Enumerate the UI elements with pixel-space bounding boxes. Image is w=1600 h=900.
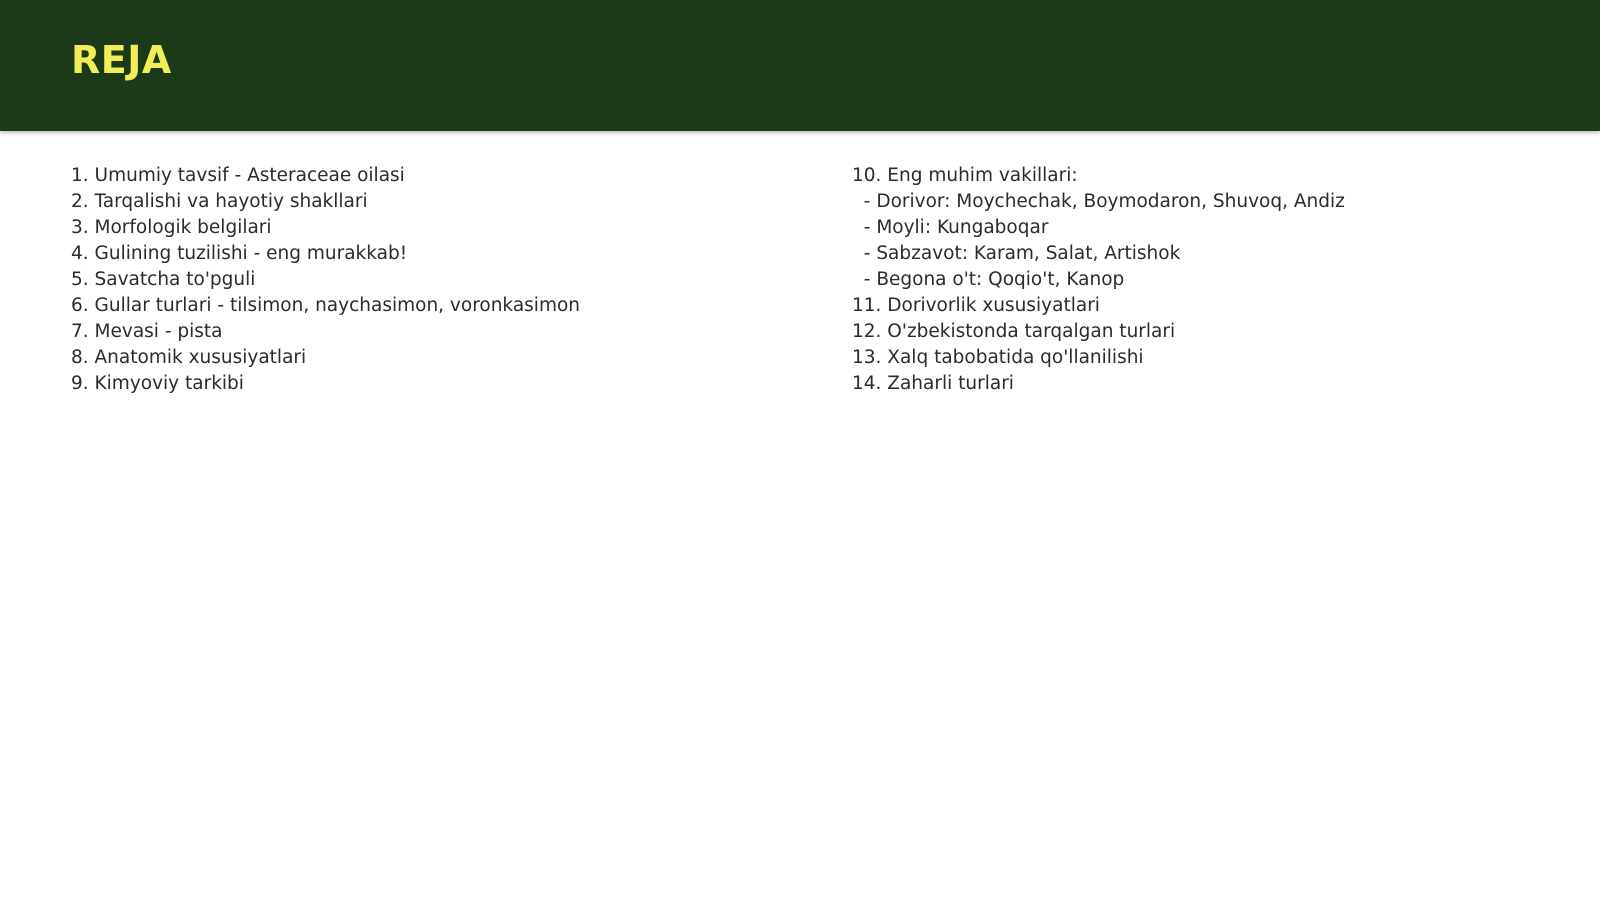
plan-subitem: - Moyli: Kungaboqar: [852, 217, 1049, 238]
plan-subitem: - Begona o't: Qoqio't, Kanop: [852, 269, 1125, 290]
slide-title: REJA: [71, 38, 172, 82]
plan-item: 7. Mevasi - pista: [71, 321, 223, 342]
plan-list-left: [71, 163, 771, 397]
plan-list-right: [852, 163, 1552, 397]
plan-subitem: - Dorivor: Moychechak, Boymodaron, Shuvoq, Andiz: [852, 191, 1345, 212]
plan-item: 4. Gulining tuzilishi - eng murakkab!: [71, 243, 408, 264]
plan-item: 13. Xalq tabobatida qo'llanilishi: [852, 347, 1144, 368]
header-bar: [0, 0, 1600, 131]
plan-item: 2. Tarqalishi va hayotiy shakllari: [71, 191, 368, 212]
plan-item: 14. Zaharli turlari: [852, 373, 1014, 394]
plan-item: 1. Umumiy tavsif - Asteraceae oilasi: [71, 165, 405, 186]
plan-item: 3. Morfologik belgilari: [71, 217, 272, 238]
plan-item: 6. Gullar turlari - tilsimon, naychasimon, voronkasimon: [71, 295, 581, 316]
plan-item: 11. Dorivorlik xususiyatlari: [852, 295, 1100, 316]
plan-item: 9. Kimyoviy tarkibi: [71, 373, 244, 394]
plan-item: 5. Savatcha to'pguli: [71, 269, 256, 290]
plan-item: 8. Anatomik xususiyatlari: [71, 347, 307, 368]
plan-subitem: - Sabzavot: Karam, Salat, Artishok: [852, 243, 1181, 264]
plan-item: 12. O'zbekistonda tarqalgan turlari: [852, 321, 1176, 342]
plan-item: 10. Eng muhim vakillari:: [852, 165, 1078, 186]
